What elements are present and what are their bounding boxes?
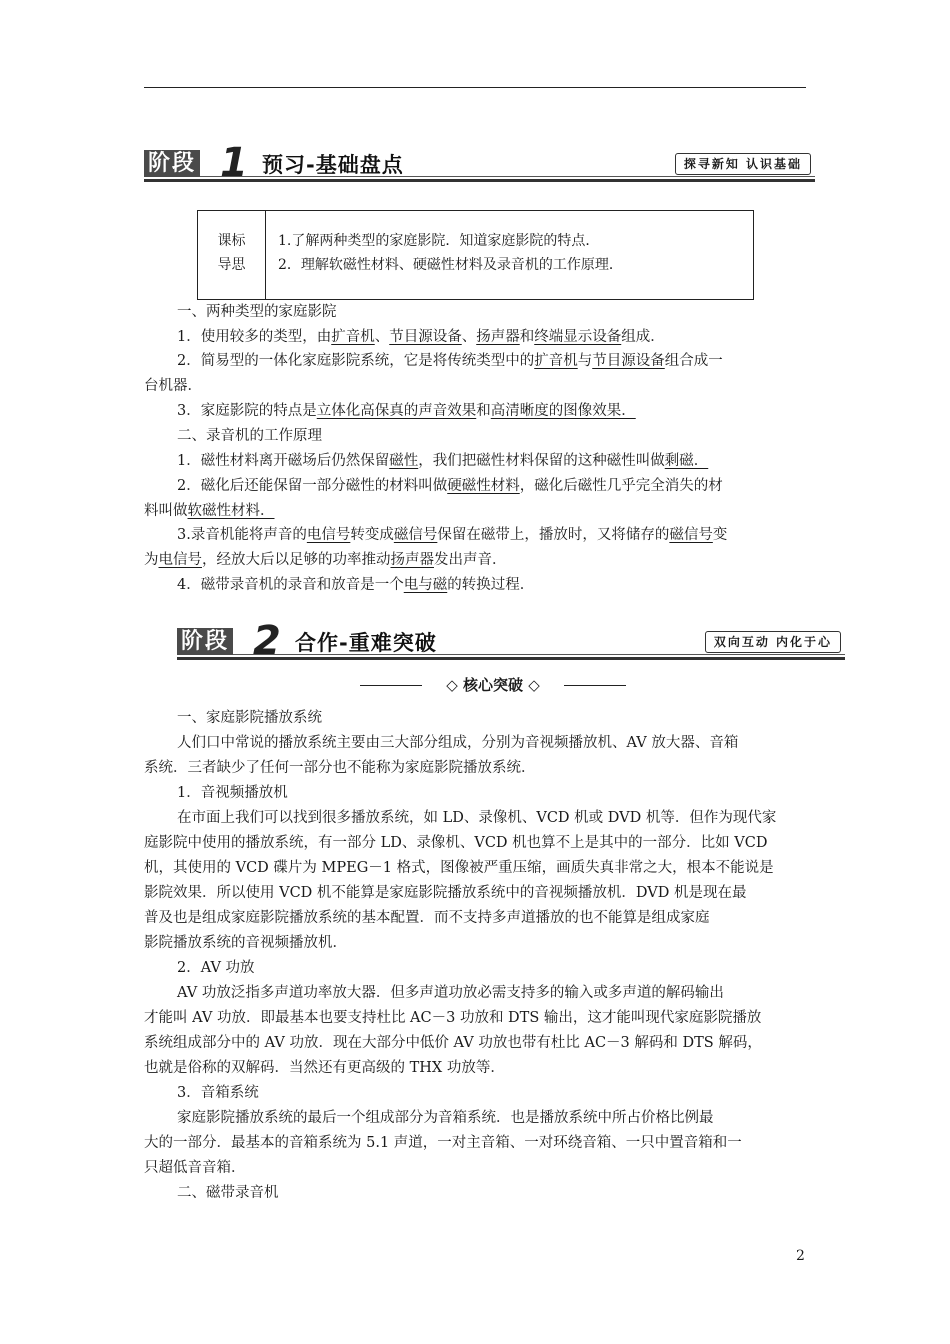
section-heading: 二、录音机的工作原理	[177, 428, 322, 444]
paragraph-line: 2．简易型的一体化家庭影院系统，它是将传统类型中的扩音机与节目源设备组合成一	[177, 353, 723, 369]
top-rule	[144, 87, 806, 88]
paragraph-line: 大的一部分．最基本的音箱系统为 5.1 声道，一对主音箱、一对环绕音箱、一只中置音箱和一	[144, 1135, 742, 1151]
stage2-label: 阶段	[177, 628, 233, 655]
subsection-heading: 2．AV 功放	[177, 960, 255, 976]
paragraph-line: 系统．三者缺少了任何一部分也不能称为家庭影院播放系统．	[144, 760, 536, 776]
stage1-banner	[144, 140, 815, 186]
section-heading: 二、磁带录音机	[177, 1185, 279, 1201]
subsection-heading: 3．音箱系统	[177, 1085, 259, 1101]
paragraph-line: 在市面上我们可以找到很多播放系统，如 LD、录像机、VCD 机或 DVD 机等．但作为现代家	[177, 810, 777, 826]
stage1-title: 预习-基础盘点	[262, 153, 404, 177]
objectives-body	[278, 229, 623, 277]
paragraph-line: 影院播放系统的音视频播放机．	[144, 935, 347, 951]
objectives-table	[197, 210, 754, 300]
objectives-head	[198, 211, 266, 299]
paragraph-line: 人们口中常说的播放系统主要由三大部分组成，分别为音视频播放机、AV 放大器、音箱	[177, 735, 739, 751]
paragraph-line: 也就是俗称的双解码．当然还有更高级的 THX 功放等．	[144, 1060, 505, 1076]
paragraph-line: 庭影院中使用的播放系统，有一部分 LD、录像机、VCD 机也算不上是其中的一部分．比如 VCD	[144, 835, 768, 851]
objectives-head-line2: 导思	[217, 257, 246, 273]
section-heading: 一、家庭影院播放系统	[177, 710, 322, 726]
paragraph-line: 4．磁带录音机的录音和放音是一个电与磁的转换过程．	[177, 577, 535, 593]
stage2-number: 2	[253, 618, 281, 664]
paragraph-line: 3.录音机能将声音的电信号转变成磁信号保留在磁带上，播放时，又将储存的磁信号变	[177, 527, 728, 543]
core-divider-text: ◇ 核心突破 ◇	[446, 676, 540, 694]
paragraph-line: 只超低音音箱．	[144, 1160, 246, 1176]
paragraph-line: 机，其使用的 VCD 碟片为 MPEG－1 格式，图像被严重压缩，画质失真非常之大，根本不能说是	[144, 860, 774, 876]
paragraph-line: 1．磁性材料离开磁场后仍然保留磁性，我们把磁性材料保留的这种磁性叫做剩磁．	[177, 453, 709, 469]
paragraph-line: 普及也是组成家庭影院播放系统的基本配置．而不支持多声道播放的也不能算是组成家庭	[144, 910, 710, 926]
objectives-head-line1: 课标	[217, 233, 246, 249]
paragraph-line: AV 功放泛指多声道功率放大器．但多声道功放必需支持多的输入或多声道的解码输出	[177, 985, 724, 1001]
stage2-tag: 双向互动 内化于心	[705, 631, 841, 653]
paragraph-line: 2．磁化后还能保留一部分磁性的材料叫做硬磁性材料，磁化后磁性几乎完全消失的材	[177, 478, 723, 494]
paragraph-line: 系统组成部分中的 AV 功放．现在大部分中低价 AV 功放也带有杜比 AC－3 解码和 DTS 解码，	[144, 1035, 762, 1051]
paragraph-line: 1．使用较多的类型，由扩音机、节目源设备、扬声器和终端显示设备组成．	[177, 329, 665, 345]
paragraph-line: 料叫做软磁性材料．	[144, 503, 275, 519]
stage1-tag: 探寻新知 认识基础	[675, 153, 811, 175]
core-divider	[360, 673, 626, 697]
stage2-banner	[177, 618, 845, 664]
stage2-title: 合作-重难突破	[295, 631, 437, 655]
paragraph-line: 家庭影院播放系统的最后一个组成部分为音箱系统．也是播放系统中所占价格比例最	[177, 1110, 714, 1126]
page-number: 2	[796, 1248, 805, 1264]
paragraph-line: 台机器．	[144, 378, 202, 394]
paragraph-line: 为电信号，经放大后以足够的功率推动扬声器发出声音．	[144, 552, 507, 568]
subsection-heading: 1．音视频播放机	[177, 785, 288, 801]
section-heading: 一、两种类型的家庭影院	[177, 304, 337, 320]
paragraph-line: 3．家庭影院的特点是立体化高保真的声音效果和高清晰度的图像效果．	[177, 403, 636, 419]
stage1-label: 阶段	[144, 150, 200, 177]
paragraph-line: 影院效果．所以使用 VCD 机不能算是家庭影院播放系统中的音视频播放机．DVD 机是现在最	[144, 885, 747, 901]
objective-item: 2．理解软磁性材料、硬磁性材料及录音机的工作原理．	[278, 257, 623, 273]
stage1-number: 1	[220, 140, 248, 186]
objective-item: 1.了解两种类型的家庭影院．知道家庭影院的特点．	[278, 233, 600, 249]
paragraph-line: 才能叫 AV 功放．即最基本也要支持杜比 AC－3 功放和 DTS 输出，这才能叫现代家庭影院播放	[144, 1010, 762, 1026]
